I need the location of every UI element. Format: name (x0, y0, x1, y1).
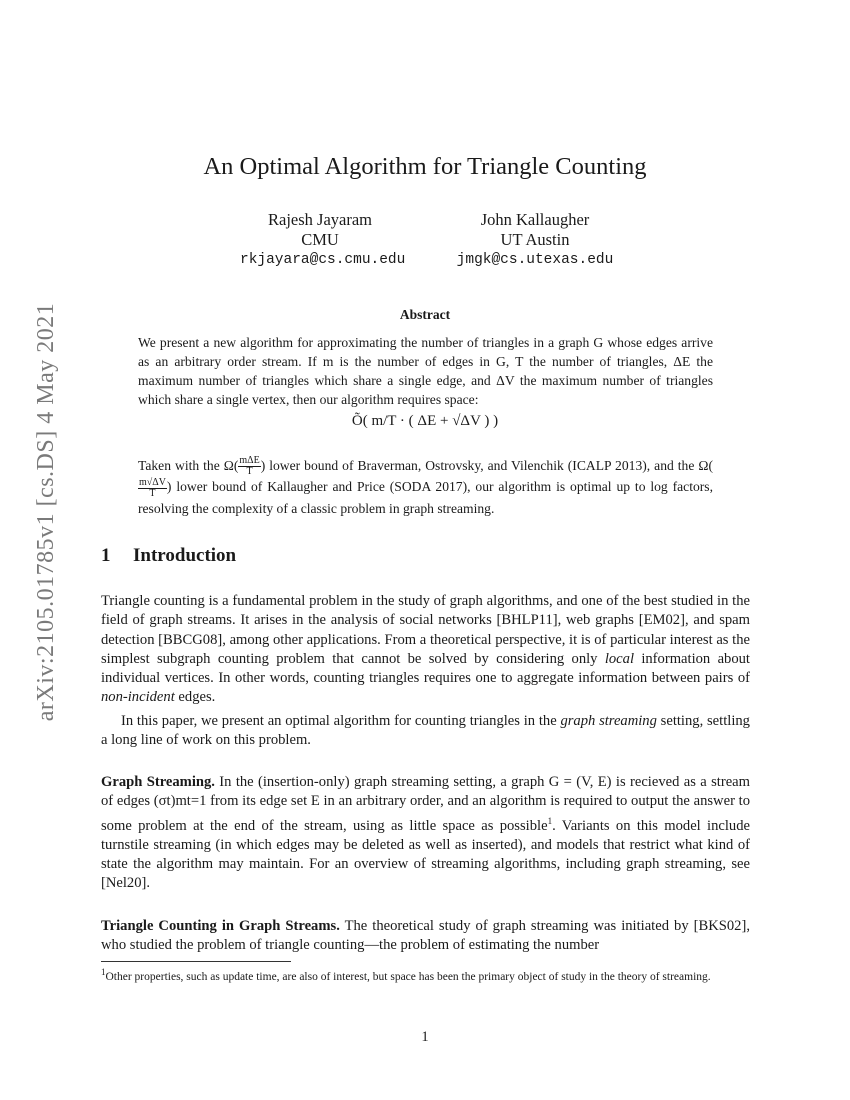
fraction-numerator: m√ΔV (139, 476, 166, 488)
arxiv-identifier: arXiv:2105.01785v1 [cs.DS] 4 May 2021 (33, 302, 59, 722)
section-number: 1 (101, 545, 111, 566)
page-number: 1 (421, 1029, 429, 1045)
footnote (101, 965, 750, 985)
fraction-2 (138, 478, 167, 499)
section-title: Introduction (133, 545, 237, 566)
abstract-text: ) lower bound of Braverman, Ostrovsky, and Vilenchik (ICALP 2013), and the Ω( (260, 458, 713, 473)
triangle-counting-paragraph (101, 917, 750, 956)
author-name: Rajesh Jayaram (267, 210, 372, 229)
space-bound-formula: Õ( m/T · ( ΔE + √ΔV ) ) (351, 413, 499, 429)
run-in-heading: Graph Streaming. (101, 774, 215, 790)
author-2 (450, 210, 620, 270)
footnote-marker[interactable]: 1 (547, 815, 553, 826)
intro-paragraph-1 (101, 592, 750, 708)
abstract-text: Taken with the Ω( (138, 458, 239, 473)
fraction-numerator: mΔE (239, 455, 260, 467)
run-in-heading: Triangle Counting in Graph Streams. (101, 918, 340, 934)
paragraph-text: edges. (174, 689, 216, 706)
paragraph-text: In this paper, we present an optimal algorithm for counting triangles in the (121, 713, 561, 729)
author-affiliation: CMU (301, 230, 339, 249)
emphasis: local (604, 650, 634, 667)
paragraph-text: . Variants on this model include turnstile streaming (in which edges may be deleted as well as inserted), and models that restrict what kind of state the algorithm may maintain. For an overview of streaming algorithms, including graph streaming, see [Nel20]. (101, 817, 750, 892)
author-1 (240, 210, 406, 270)
abstract-text: ) lower bound of Kallaugher and Price (SODA 2017), our algorithm is optimal up to log factors, resolving the complexity of a classic problem in graph streaming. (138, 479, 713, 516)
fraction-denominator: T (149, 487, 156, 499)
author-email[interactable]: rkjayara@cs.cmu.edu (240, 252, 406, 268)
paragraph-text: In the (insertion-only) graph streaming setting, a graph G = (V, E) is recieved as a stream of edges (σt)mt=1 from its edge set E in an arbitrary order, and an algorithm is required to output the answer to some problem at the end of the stream, using as little space as possible (101, 774, 750, 834)
footnote-divider (101, 961, 291, 962)
paragraph-text: Triangle counting is a fundamental problem in the study of graph algorithms, and one of the best studied in the field of graph streams. It arises in the analysis of social networks [BHLP11], web graphs [EM02], and spam detection [BBCG08], among other applications. From a theoretical perspective, it is of particular interest as the simplest subgraph counting problem that cannot be solved by considering only (101, 593, 750, 667)
author-affiliation: UT Austin (500, 230, 570, 249)
footnote-number: 1 (101, 967, 106, 977)
fraction-1 (238, 456, 260, 477)
fraction-denominator: T (246, 466, 253, 478)
author-email[interactable]: jmgk@cs.utexas.edu (456, 252, 614, 268)
paragraph-text: setting, settling a long line of work on this problem. (101, 713, 750, 749)
author-name: John Kallaugher (480, 210, 590, 229)
section-heading (101, 545, 236, 567)
emphasis: non-incident (101, 689, 175, 706)
abstract-paragraph-1: We present a new algorithm for approximating the number of triangles in a graph G whose edges arrive as an arbitrary order stream. If m is the number of edges in G, T the number of triangles, ΔE the maximum number of triangles which share a single edge, and ΔV the maximum number of triangles which share a single vertex, then our algorithm requires space: (138, 335, 713, 407)
paragraph-text: The theoretical study of graph streaming was initiated by [BKS02], who studied the problem of triangle counting—the problem of estimating the number (101, 918, 750, 954)
paper-title: An Optimal Algorithm for Triangle Counting (203, 153, 647, 180)
abstract-paragraph-2 (138, 456, 713, 518)
footnote-text: Other properties, such as update time, are also of interest, but space has been the primary object of study in the theory of streaming. (105, 970, 711, 983)
paragraph-text: information about individual vertices. In other words, counting triangles requires one to aggregate information between pairs of (101, 650, 750, 687)
emphasis: graph streaming (560, 713, 657, 729)
intro-paragraph-2 (101, 712, 750, 751)
graph-streaming-paragraph (101, 773, 750, 894)
abstract-heading: Abstract (399, 307, 451, 322)
